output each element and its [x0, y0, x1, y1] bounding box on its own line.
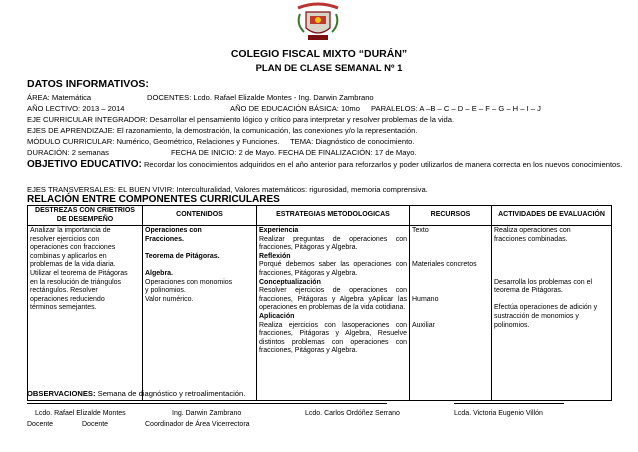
recurso-humano: Humano — [412, 295, 439, 303]
header-destrezas: DESTREZAS CON CRIETRIOS DE DESEMPEÑO — [28, 206, 143, 226]
contenido-fracciones: Fracciones. — [145, 235, 184, 243]
contenido-operaciones: Operaciones con — [145, 227, 202, 234]
destreza-line: problemas de la vida diaria. — [30, 261, 116, 269]
cell-destrezas — [28, 226, 143, 401]
cell-recursos — [410, 226, 492, 401]
actividad-line: teorema de Pitágoras. — [494, 287, 563, 295]
tema: TEMA: Diagnóstico de conocimiento. — [290, 137, 415, 146]
firma-2-name: Ing. Darwin Zambrano — [172, 410, 242, 417]
firma-3-name: Lcdo. Carlos Ordóñez Serrano — [305, 410, 400, 417]
estrategia-reflexion: Reflexión — [259, 252, 291, 260]
destreza-line: operaciones con fracciones — [30, 244, 116, 252]
contenido-algebra: Algebra. — [145, 269, 174, 277]
estrategia-text: Resolver ejercicios de operaciones con fracciones, Pitágoras y Algebra yAplicar las operaciones en problemas de la vida cotidiana. — [259, 287, 407, 312]
cell-actividades — [492, 226, 612, 401]
contenido-pitagoras: Teorema de Pitágoras. — [145, 252, 220, 260]
table-header-row — [28, 206, 612, 226]
info-heading: DATOS INFORMATIVOS: — [27, 78, 149, 90]
estrategia-text: Porqué debemos saber las operaciones con fracciones, Pitágoras y Algebra. — [259, 261, 407, 277]
school-title: COLEGIO FISCAL MIXTO “DURÁN” — [230, 48, 408, 60]
actividad-line: polinomios. — [494, 321, 530, 329]
paralelos: PARALELOS: A –B – C – D – E – F – G – H – I – J — [371, 104, 541, 113]
objetivo-label: OBJETIVO EDUCATIVO: — [27, 159, 142, 170]
destreza-line: resolver ejercicios con — [30, 235, 100, 243]
signature-line — [27, 403, 387, 404]
curricular-table — [27, 205, 612, 401]
anio-educacion: AÑO DE EDUCACIÓN BÁSICA: 10mo — [230, 104, 360, 113]
actividad-line: Efectúa operaciones de adición y — [494, 304, 598, 312]
relacion-heading: RELACIÓN ENTRE COMPONENTES CURRICULARES — [27, 194, 280, 205]
destreza-line: combinas y aplicarlos en — [30, 252, 107, 260]
recurso-materiales: Materiales concretos — [412, 261, 477, 269]
actividad-line: Desarrolla los problemas con el — [494, 278, 593, 286]
recurso-texto: Texto — [412, 227, 429, 234]
cell-contenidos — [143, 226, 257, 401]
observaciones — [27, 389, 245, 398]
duracion: DURACIÓN: 2 semanas — [27, 148, 109, 157]
recurso-auxiliar: Auxiliar — [412, 321, 435, 329]
header-actividades: ACTIVIDADES DE EVALUACIÓN — [492, 206, 612, 226]
header-contenidos: CONTENIDOS — [143, 206, 257, 226]
objetivo-educativo — [27, 158, 625, 171]
actividad-line: Realiza operaciones con — [494, 227, 571, 234]
contenido-valor-numerico: Valor numérico. — [145, 295, 194, 303]
ejes-aprendizaje: EJES DE APRENDIZAJE: El razonamiento, la demostración, la comunicación, las conexiones y/o la representación. — [27, 126, 418, 135]
firma-1-role: Docente — [27, 421, 54, 428]
observaciones-label: OBSERVACIONES: — [27, 389, 96, 398]
destreza-line: Utilizar el teorema de Pitágoras — [30, 269, 128, 277]
firma-2-role: Docente — [82, 421, 109, 428]
destreza-line: Analizar la importancia de — [30, 227, 111, 234]
eje-curricular: EJE CURRICULAR INTEGRADOR: Desarrollar el pensamiento lógico y crítico para interpretar y resolver problemas de la vida. — [27, 115, 455, 124]
school-logo — [290, 2, 346, 42]
estrategia-text: Realizar preguntas de operaciones con fracciones, Pitágoras y Algebra. — [259, 235, 407, 252]
estrategia-conceptualizacion: Conceptualización — [259, 278, 321, 286]
anio-lectivo: AÑO LECTIVO: 2013 – 2014 — [27, 104, 125, 113]
cell-estrategias — [257, 226, 410, 401]
header-estrategias: ESTRATEGIAS METODOLOGICAS — [257, 206, 410, 226]
actividad-line: sustracción de monomios y — [494, 312, 579, 320]
contenido-polinomios: y polinomios. — [145, 287, 186, 295]
area-line: ÁREA: Matemática — [27, 93, 92, 102]
contenido-monomios: Operaciones con monomios — [145, 278, 233, 286]
destreza-line: términos semejantes. — [30, 304, 97, 312]
destreza-line: operaciones reduciendo — [30, 295, 105, 303]
observaciones-text: Semana de diagnóstico y retroalimentación. — [97, 389, 246, 398]
signature-line — [454, 403, 564, 404]
estrategia-text: Realiza ejercicios con lasoperaciones con fracciones, Pitágoras y Algebra, Resuelve distintos problemas con operaciones con fracciones, Pitágoras y Algebra. — [259, 321, 407, 355]
plan-title: PLAN DE CLASE SEMANAL Nº 1 — [255, 63, 403, 74]
header-recursos: RECURSOS — [410, 206, 492, 226]
firma-1-name: Lcdo. Rafael Elizalde Montes — [35, 410, 126, 417]
estrategia-aplicacion: Aplicación — [259, 312, 295, 320]
firma-3-role: Coordinador de Área Vicerrectora — [145, 421, 250, 428]
firma-4-name: Lcda. Victoria Eugenio Villón — [454, 410, 543, 417]
actividad-line: fracciones combinadas. — [494, 235, 568, 243]
estrategia-experiencia: Experiencia — [259, 227, 299, 234]
modulo-curricular: MÓDULO CURRICULAR: Numérico, Geométrico, Relaciones y Funciones. — [27, 137, 280, 146]
fechas: FECHA DE INICIO: 2 de Mayo. FECHA DE FINALIZACIÓN: 17 de Mayo. — [171, 148, 417, 157]
docentes-line: DOCENTES: Lcdo. Rafael Elizalde Montes - Ing. Darwin Zambrano — [147, 93, 374, 102]
objetivo-text: Recordar los conocimientos adquiridos en el año anterior para reforzarlos y poder utilizarlos de manera correcta en los nuevos conocimientos. — [143, 160, 623, 169]
destreza-line: en la resolución de triángulos — [30, 278, 122, 286]
table-row — [28, 226, 612, 401]
destreza-line: rectángulos. Resolver — [30, 287, 98, 295]
ejes-transversales: EJES TRANSVERSALES: EL BUEN VIVIR: Interculturalidad, Valores matemáticos: rigurosidad, memoria comprensiva. — [27, 185, 428, 194]
